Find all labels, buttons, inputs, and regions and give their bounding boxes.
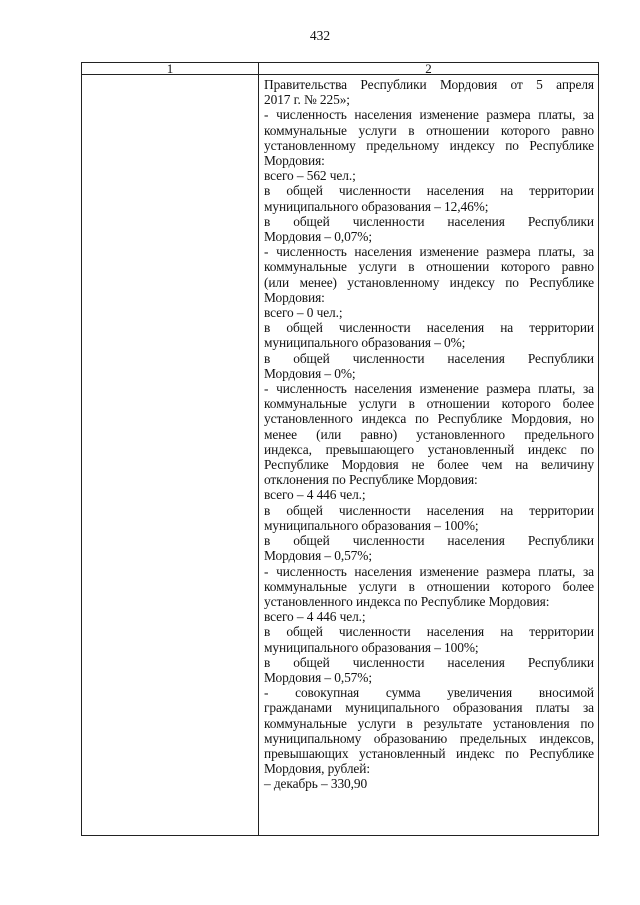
column-header-1: 1 [82,63,259,75]
text-line: муниципального образования – 0%; [264,335,466,351]
table-header-row [82,63,599,75]
text-line: - численность населения изменение размера платы, за [264,381,594,397]
text-line: в общей численности населения Республики [264,654,594,670]
text-line: Мордовия, рублей: [264,761,370,777]
text-line: Мордовия – 0,57%; [264,669,372,685]
text-line: коммунальные услуги в отношении которого равно [264,122,594,138]
text-line: Правительства Республики Мордовия от 5 апреля [264,77,594,92]
text-line: муниципальному образованию предельных индексов, [264,730,594,746]
text-line: Мордовия: [264,289,325,305]
text-line: в общей численности населения на территории [264,183,594,199]
page-number: 432 [309,28,331,43]
text-line: - совокупная сумма увеличения вносимой [264,685,594,701]
text-line: гражданами муниципального образования платы за [264,700,594,716]
text-line: Мордовия: [264,153,325,169]
document-table [81,62,599,836]
text-line: Мордовия – 0%; [264,365,356,381]
text-line: всего – 4 446 чел.; [264,609,366,625]
text-line: коммунальные услуги в отношении которого более [264,578,594,594]
text-line: в общей численности населения Республики [264,213,594,229]
text-line: установленного индекса по Республике Мордовия: [264,593,550,609]
text-line: в общей численности населения на территории [264,320,594,336]
column-2-cell [259,75,599,836]
column-1-cell [82,75,259,836]
column-header-2: 2 [259,63,599,75]
text-line: коммунальные услуги в отношении которого более [264,396,594,412]
table-body-row [82,75,599,836]
cell-text [259,75,598,792]
text-line: всего – 562 чел.; [264,168,356,184]
text-line: установленному предельному индексу по Республике [264,137,594,153]
text-line: всего – 0 чел.; [264,305,343,321]
text-line: - численность населения изменение размера платы, за [264,244,594,260]
text-line: Мордовия – 0,57%; [264,548,372,564]
text-line: в общей численности населения на территории [264,502,594,518]
text-line: - численность населения изменение размера платы, за [264,107,594,123]
text-line: Республике Мордовия не более чем на величину [264,457,594,473]
text-line: индекса, превышающего установленный индекс по [264,441,594,457]
text-line: (или менее) установленному индексу по Республике [264,274,594,290]
text-line: установленного индекса по Республике Мордовия, но [264,411,594,427]
text-line: - численность населения изменение размера платы, за [264,563,594,579]
text-line: – декабрь – 330,90 [264,776,368,792]
text-line: 2017 г. № 225»; [264,92,350,108]
text-line: в общей численности населения Республики [264,350,594,366]
text-line: муниципального образования – 100%; [264,639,479,655]
text-line: муниципального образования – 12,46%; [264,198,489,214]
text-line: муниципального образования – 100%; [264,517,479,533]
text-line: отклонения по Республике Мордовия: [264,472,478,488]
text-line: в общей численности населения Республики [264,533,594,549]
text-line: Мордовия – 0,07%; [264,229,372,245]
text-line: менее (или равно) установленного предельного [264,426,594,442]
text-line: превышающих установленный индекс по Республике [264,745,594,761]
text-line: коммунальные услуги в отношении которого равно [264,259,594,275]
text-line: всего – 4 446 чел.; [264,487,366,503]
text-line: коммунальные услуги в результате установления по [264,715,594,731]
text-line: в общей численности населения на территории [264,624,594,640]
